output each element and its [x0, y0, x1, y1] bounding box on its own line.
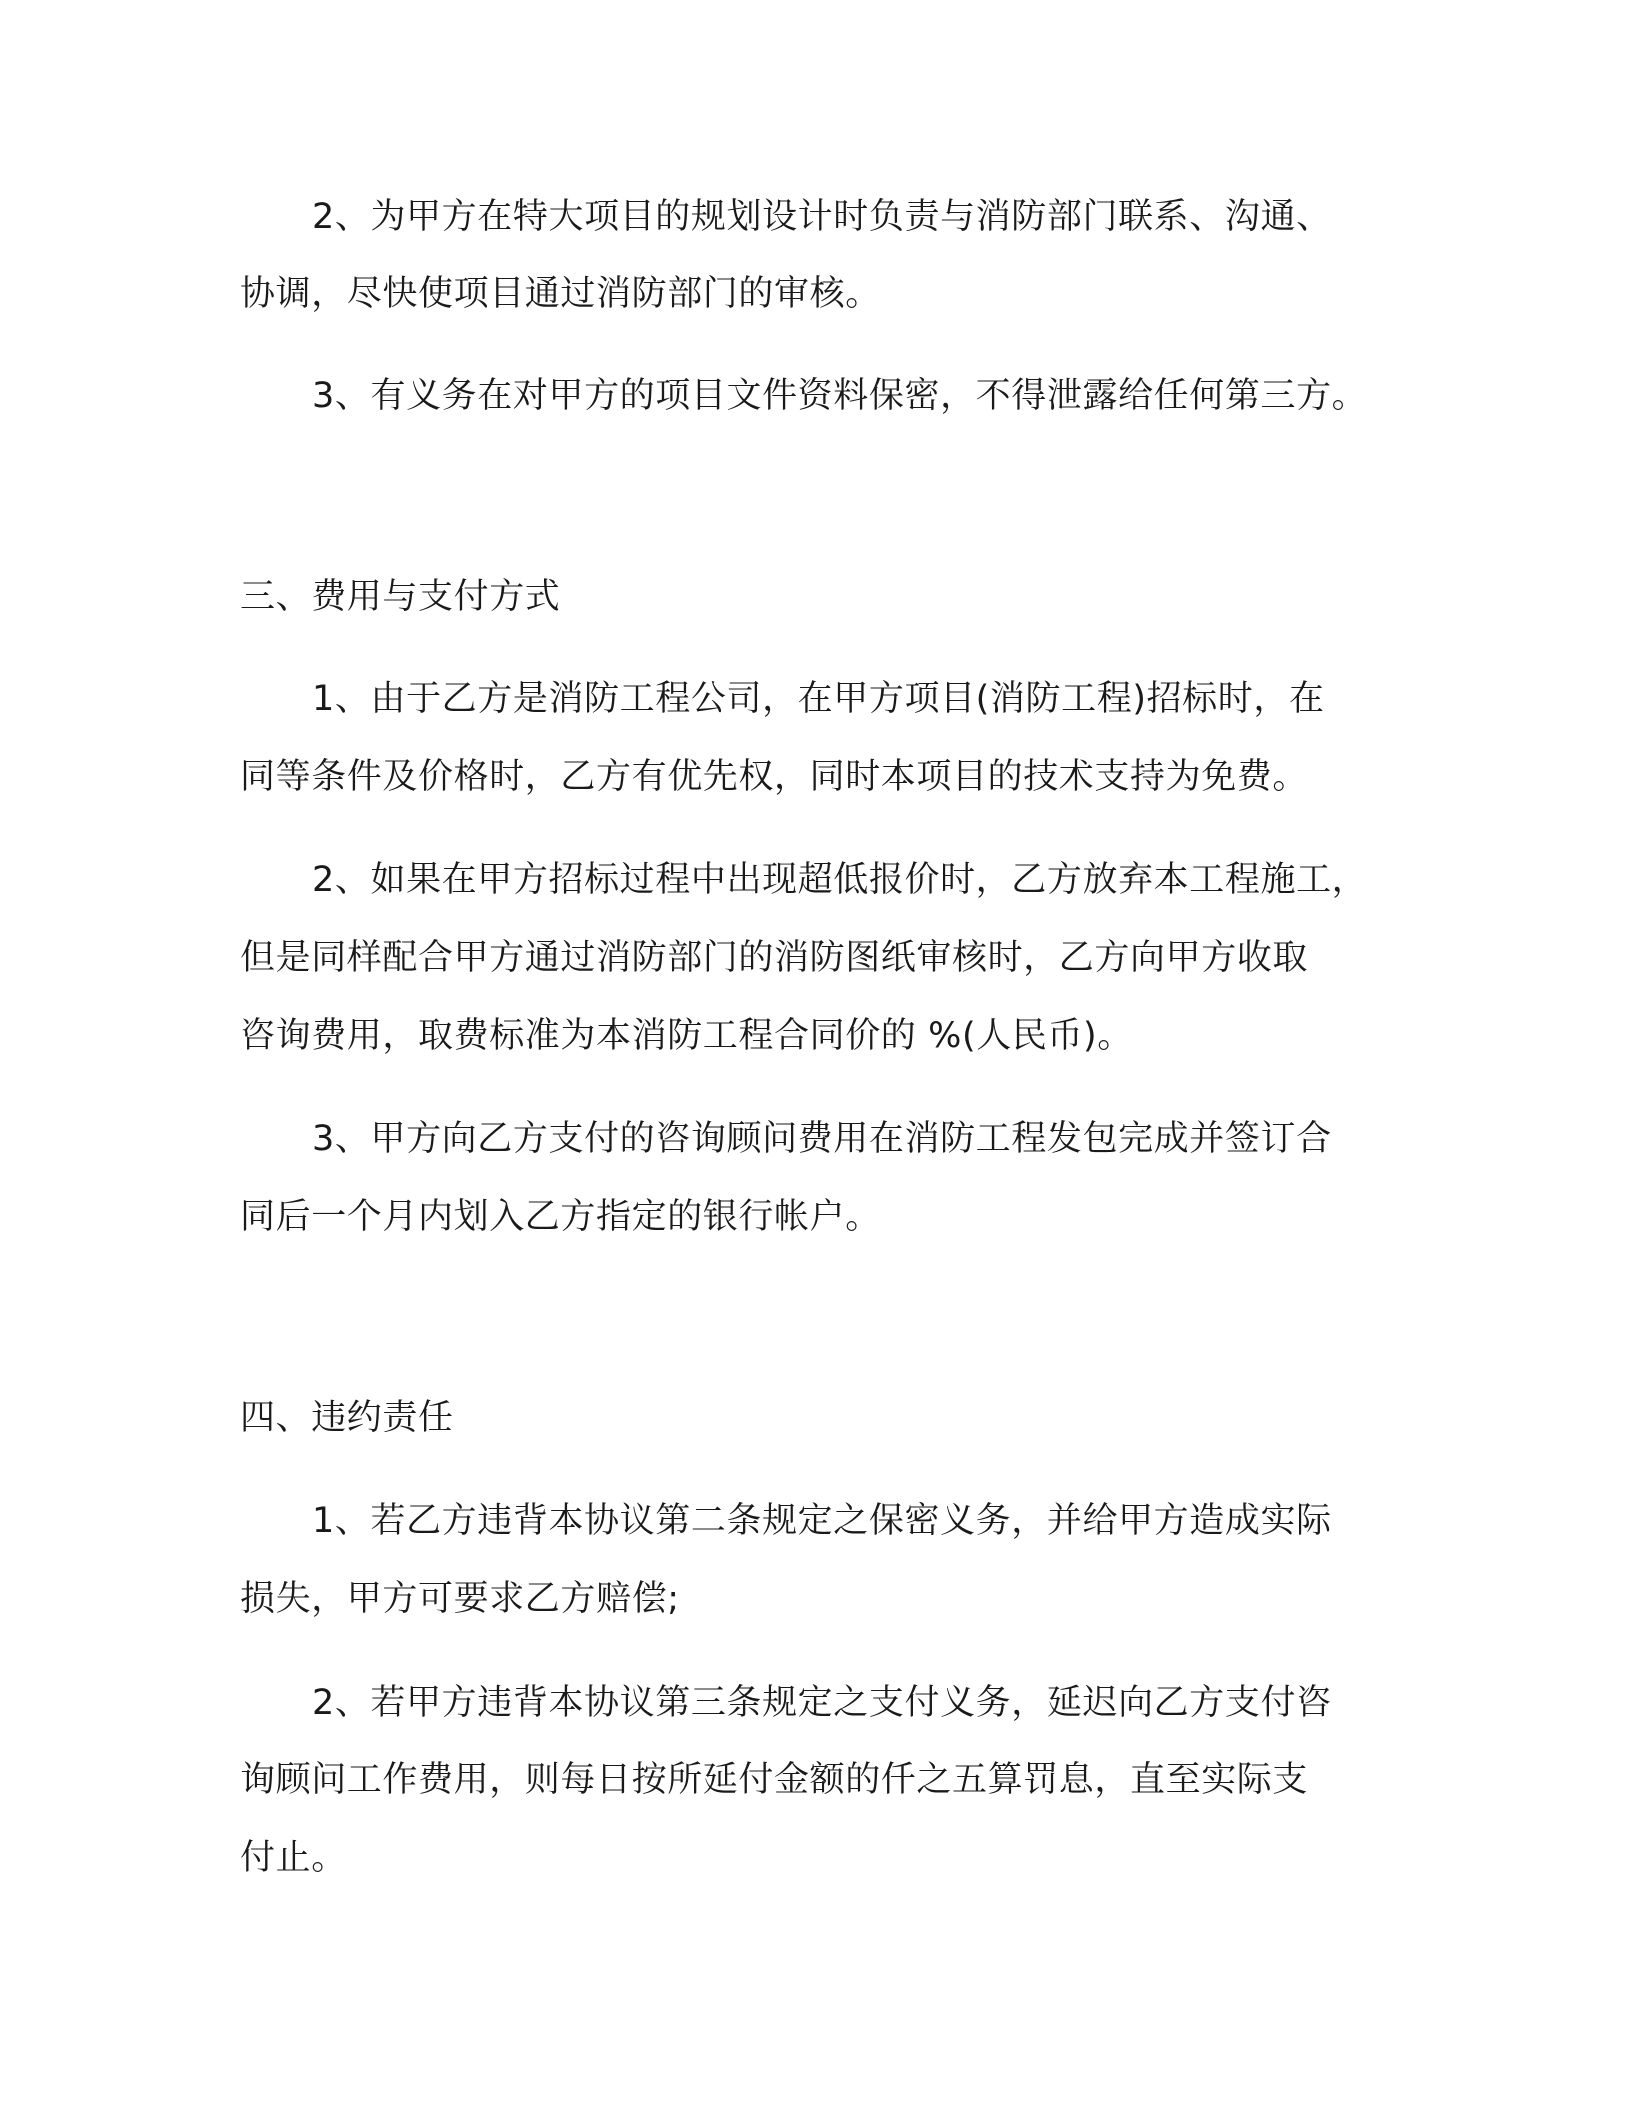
clause-2-item-2-line-2: 协调，尽快使项目通过消防部门的审核。 [240, 274, 881, 314]
section-3-item-2-line-2: 但是同样配合甲方通过消防部门的消防图纸审核时，乙方向甲方收取 [240, 938, 1309, 978]
section-3-item-2-line-3: 咨询费用，取费标准为本消防工程合同价的 %(人民币)。 [240, 1016, 1133, 1056]
clause-2-item-2-line-1: 2、为甲方在特大项目的规划设计时负责与消防部门联系、沟通、 [312, 197, 1332, 237]
section-4-item-2-line-2: 询顾问工作费用，则每日按所延付金额的仟之五算罚息，直至实际支 [240, 1760, 1309, 1800]
section-3-item-1-line-2: 同等条件及价格时，乙方有优先权，同时本项目的技术支持为免费。 [240, 757, 1309, 797]
section-4-item-1-line-1: 1、若乙方违背本协议第二条规定之保密义务，并给甲方造成实际 [312, 1501, 1332, 1541]
section-4-item-1-line-2: 损失，甲方可要求乙方赔偿; [240, 1579, 680, 1619]
section-3-item-1-line-1: 1、由于乙方是消防工程公司，在甲方项目(消防工程)招标时，在 [312, 679, 1325, 719]
section-4-heading: 四、违约责任 [240, 1398, 454, 1438]
section-3-item-3-line-2: 同后一个月内划入乙方指定的银行帐户。 [240, 1197, 881, 1237]
section-4-item-2-line-1: 2、若甲方违背本协议第三条规定之支付义务，延迟向乙方支付咨 [312, 1683, 1332, 1723]
section-3-item-2-line-1: 2、如果在甲方招标过程中出现超低报价时，乙方放弃本工程施工， [312, 860, 1368, 900]
section-3-item-3-line-1: 3、甲方向乙方支付的咨询顾问费用在消防工程发包完成并签订合 [312, 1119, 1332, 1159]
clause-2-item-3-line-1: 3、有义务在对甲方的项目文件资料保密，不得泄露给任何第三方。 [312, 376, 1368, 416]
section-4-item-2-line-3: 付止。 [240, 1838, 347, 1878]
section-3-heading: 三、费用与支付方式 [240, 577, 561, 617]
